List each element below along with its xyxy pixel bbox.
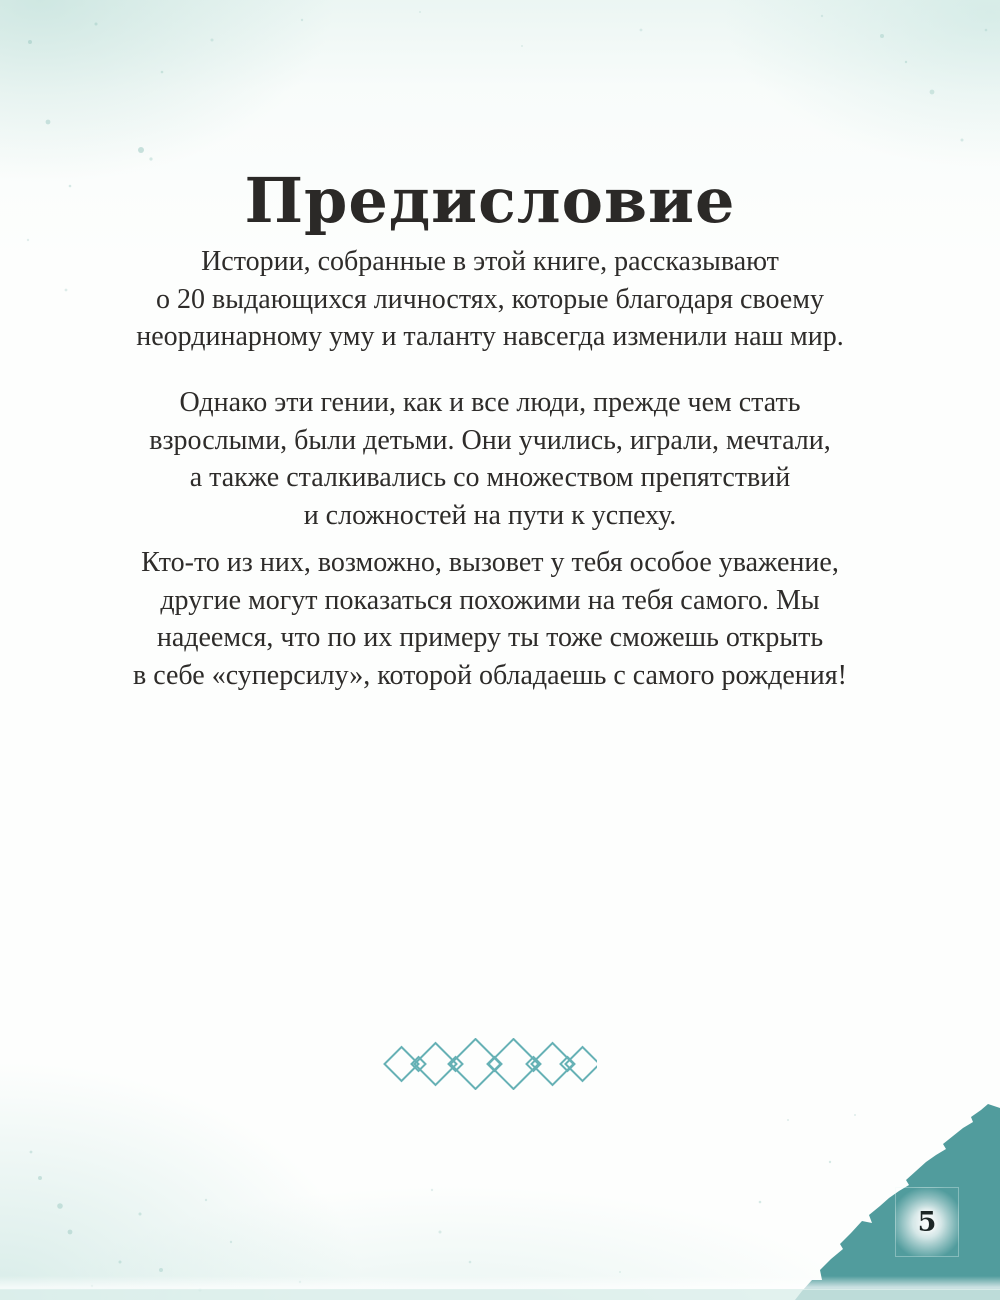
- diamond-chain-ornament: [382, 1038, 597, 1090]
- page-number: 5: [917, 1206, 937, 1238]
- preface-paragraph-3: [0, 544, 980, 694]
- text-line: другие могут показаться похожими на тебя самого. Мы: [160, 584, 820, 616]
- text-line: о 20 выдающихся личностях, которые благодаря своему: [156, 283, 824, 315]
- mountain-corner-decoration: [785, 1100, 1000, 1300]
- text-line: в себе «суперсилу», которой обладаешь с самого рождения!: [133, 659, 847, 691]
- text-line: и сложностей на пути к успеху.: [303, 499, 677, 531]
- preface-paragraph-2: [0, 384, 980, 534]
- text-line: надеемся, что по их примеру ты тоже сможешь открыть: [156, 622, 824, 653]
- text-line: взрослыми, были детьми. Они учились, играли, мечтали,: [149, 424, 831, 456]
- text-line: Кто-то из них, возможно, вызовет у тебя особое уважение,: [141, 547, 839, 578]
- page-edge-strip: [0, 1289, 1000, 1300]
- preface-paragraph-1: [0, 243, 980, 356]
- text-line: неординарному уму и таланту навсегда изменили наш мир.: [136, 321, 844, 352]
- page-title: Предисловие: [244, 163, 736, 237]
- text-line: Однако эти гении, как и все люди, прежде чем стать: [179, 387, 801, 418]
- page-number-box: [895, 1187, 959, 1257]
- text-line: а также сталкивались со множеством препятствий: [189, 462, 791, 493]
- text-line: Истории, собранные в этой книге, рассказывают: [201, 246, 779, 277]
- page-edge-highlight: [0, 1276, 1000, 1290]
